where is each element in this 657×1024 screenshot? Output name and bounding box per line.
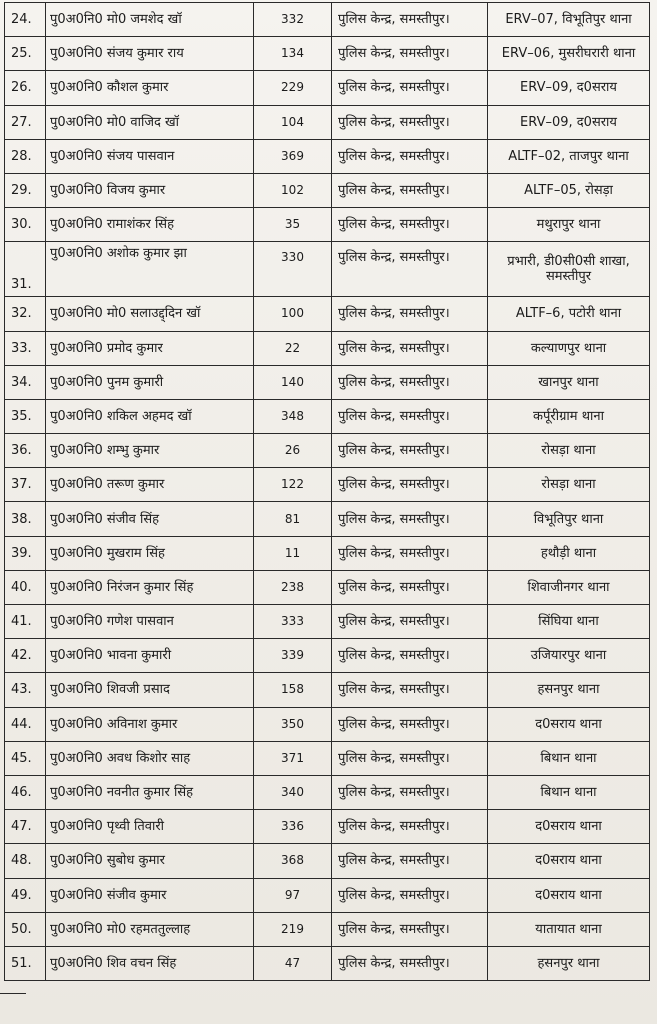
current-posting-cell: पुलिस केन्द्र, समस्तीपुर। — [332, 536, 488, 570]
table-row — [5, 946, 650, 980]
table-row — [5, 707, 650, 741]
current-posting-cell: पुलिस केन्द्र, समस्तीपुर। — [332, 71, 488, 105]
table-row — [5, 365, 650, 399]
new-posting-cell: प्रभारी, डी0सी0सी शाखा, समस्तीपुर — [488, 242, 650, 297]
current-posting-cell: पुलिस केन्द्र, समस्तीपुर। — [332, 639, 488, 673]
current-posting-cell: पुलिस केन्द्र, समस्तीपुर। — [332, 434, 488, 468]
badge-number-cell: 238 — [254, 570, 332, 604]
table-row — [5, 105, 650, 139]
badge-number-cell: 330 — [254, 242, 332, 297]
badge-number-cell: 102 — [254, 173, 332, 207]
officer-name-cell: पु0अ0नि0 मो0 वाजिद खॉ — [46, 105, 254, 139]
new-posting-cell: यातायात थाना — [488, 912, 650, 946]
new-posting-cell: द0सराय थाना — [488, 878, 650, 912]
new-posting-cell: ERV–09, द0सराय — [488, 105, 650, 139]
current-posting-cell: पुलिस केन्द्र, समस्तीपुर। — [332, 242, 488, 297]
badge-number-cell: 104 — [254, 105, 332, 139]
badge-number-cell: 35 — [254, 208, 332, 242]
table-row — [5, 297, 650, 331]
table-row — [5, 71, 650, 105]
officer-name-cell: पु0अ0नि0 पृथ्वी तिवारी — [46, 810, 254, 844]
table-row — [5, 208, 650, 242]
table-row — [5, 242, 650, 297]
new-posting-cell: द0सराय थाना — [488, 707, 650, 741]
current-posting-cell: पुलिस केन्द्र, समस्तीपुर। — [332, 3, 488, 37]
new-posting-cell: मथुरापुर थाना — [488, 208, 650, 242]
new-posting-cell: कर्पूरीग्राम थाना — [488, 399, 650, 433]
table-row — [5, 912, 650, 946]
officer-name-cell: पु0अ0नि0 निरंजन कुमार सिंह — [46, 570, 254, 604]
table-row — [5, 570, 650, 604]
officer-name-cell: पु0अ0नि0 संजय पासवान — [46, 139, 254, 173]
badge-number-cell: 47 — [254, 946, 332, 980]
new-posting-cell: ALTF–05, रोसड़ा — [488, 173, 650, 207]
serial-number-cell: 43. — [5, 673, 46, 707]
new-posting-cell: ALTF–02, ताजपुर थाना — [488, 139, 650, 173]
officer-name-cell: पु0अ0नि0 अशोक कुमार झा — [46, 242, 254, 297]
current-posting-cell: पुलिस केन्द्र, समस्तीपुर। — [332, 173, 488, 207]
officer-name-cell: पु0अ0नि0 अविनाश कुमार — [46, 707, 254, 741]
serial-number-cell: 51. — [5, 946, 46, 980]
new-posting-cell: ALTF–6, पटोरी थाना — [488, 297, 650, 331]
table-row — [5, 844, 650, 878]
serial-number-cell: 24. — [5, 3, 46, 37]
officer-name-cell: पु0अ0नि0 मो0 रहमततुल्लाह — [46, 912, 254, 946]
current-posting-cell: पुलिस केन्द्र, समस्तीपुर। — [332, 707, 488, 741]
current-posting-cell: पुलिस केन्द्र, समस्तीपुर। — [332, 297, 488, 331]
officer-name-cell: पु0अ0नि0 पुनम कुमारी — [46, 365, 254, 399]
officer-name-cell: पु0अ0नि0 विजय कुमार — [46, 173, 254, 207]
table-row — [5, 605, 650, 639]
serial-number-cell: 46. — [5, 775, 46, 809]
badge-number-cell: 122 — [254, 468, 332, 502]
serial-number-cell: 40. — [5, 570, 46, 604]
serial-number-cell: 33. — [5, 331, 46, 365]
table-row — [5, 468, 650, 502]
current-posting-cell: पुलिस केन्द्र, समस्तीपुर। — [332, 775, 488, 809]
current-posting-cell: पुलिस केन्द्र, समस्तीपुर। — [332, 844, 488, 878]
new-posting-cell: रोसड़ा थाना — [488, 468, 650, 502]
current-posting-cell: पुलिस केन्द्र, समस्तीपुर। — [332, 912, 488, 946]
badge-number-cell: 371 — [254, 741, 332, 775]
new-posting-cell: द0सराय थाना — [488, 844, 650, 878]
table-row — [5, 502, 650, 536]
new-posting-cell: हसनपुर थाना — [488, 946, 650, 980]
badge-number-cell: 22 — [254, 331, 332, 365]
table-row — [5, 331, 650, 365]
current-posting-cell: पुलिस केन्द्र, समस्तीपुर। — [332, 570, 488, 604]
serial-number-cell: 30. — [5, 208, 46, 242]
officer-name-cell: पु0अ0नि0 शकिल अहमद खॉ — [46, 399, 254, 433]
serial-number-cell: 45. — [5, 741, 46, 775]
current-posting-cell: पुलिस केन्द्र, समस्तीपुर। — [332, 502, 488, 536]
table-corner-line — [0, 993, 26, 1024]
table-row — [5, 139, 650, 173]
badge-number-cell: 333 — [254, 605, 332, 639]
new-posting-cell: सिंघिया थाना — [488, 605, 650, 639]
officer-name-cell: पु0अ0नि0 संजीव सिंह — [46, 502, 254, 536]
serial-number-cell: 49. — [5, 878, 46, 912]
officer-name-cell: पु0अ0नि0 अवध किशोर साह — [46, 741, 254, 775]
officer-name-cell: पु0अ0नि0 कौशल कुमार — [46, 71, 254, 105]
new-posting-cell: उजियारपुर थाना — [488, 639, 650, 673]
current-posting-cell: पुलिस केन्द्र, समस्तीपुर। — [332, 946, 488, 980]
new-posting-cell: बिथान थाना — [488, 775, 650, 809]
current-posting-cell: पुलिस केन्द्र, समस्तीपुर। — [332, 365, 488, 399]
badge-number-cell: 26 — [254, 434, 332, 468]
table-row — [5, 536, 650, 570]
badge-number-cell: 11 — [254, 536, 332, 570]
serial-number-cell: 39. — [5, 536, 46, 570]
officer-name-cell: पु0अ0नि0 शम्भु कुमार — [46, 434, 254, 468]
current-posting-cell: पुलिस केन्द्र, समस्तीपुर। — [332, 468, 488, 502]
transfer-list-table — [4, 2, 650, 981]
officer-name-cell: पु0अ0नि0 गणेश पासवान — [46, 605, 254, 639]
badge-number-cell: 81 — [254, 502, 332, 536]
new-posting-cell: विभूतिपुर थाना — [488, 502, 650, 536]
current-posting-cell: पुलिस केन्द्र, समस्तीपुर। — [332, 673, 488, 707]
table-body — [5, 3, 650, 981]
serial-number-cell: 48. — [5, 844, 46, 878]
officer-name-cell: पु0अ0नि0 संजीव कुमार — [46, 878, 254, 912]
badge-number-cell: 340 — [254, 775, 332, 809]
serial-number-cell: 35. — [5, 399, 46, 433]
badge-number-cell: 219 — [254, 912, 332, 946]
badge-number-cell: 140 — [254, 365, 332, 399]
serial-number-cell: 26. — [5, 71, 46, 105]
officer-name-cell: पु0अ0नि0 शिव वचन सिंह — [46, 946, 254, 980]
badge-number-cell: 368 — [254, 844, 332, 878]
badge-number-cell: 229 — [254, 71, 332, 105]
current-posting-cell: पुलिस केन्द्र, समस्तीपुर। — [332, 208, 488, 242]
table-row — [5, 878, 650, 912]
current-posting-cell: पुलिस केन्द्र, समस्तीपुर। — [332, 331, 488, 365]
serial-number-cell: 34. — [5, 365, 46, 399]
serial-number-cell: 50. — [5, 912, 46, 946]
officer-name-cell: पु0अ0नि0 तरूण कुमार — [46, 468, 254, 502]
current-posting-cell: पुलिस केन्द्र, समस्तीपुर। — [332, 37, 488, 71]
serial-number-cell: 32. — [5, 297, 46, 331]
badge-number-cell: 97 — [254, 878, 332, 912]
serial-number-cell: 37. — [5, 468, 46, 502]
officer-name-cell: पु0अ0नि0 मो0 सलाउद्द्दिन खॉ — [46, 297, 254, 331]
badge-number-cell: 348 — [254, 399, 332, 433]
serial-number-cell: 44. — [5, 707, 46, 741]
current-posting-cell: पुलिस केन्द्र, समस्तीपुर। — [332, 105, 488, 139]
badge-number-cell: 332 — [254, 3, 332, 37]
table-row — [5, 399, 650, 433]
table-row — [5, 810, 650, 844]
badge-number-cell: 369 — [254, 139, 332, 173]
new-posting-cell: ERV–06, मुसरीघरारी थाना — [488, 37, 650, 71]
serial-number-cell: 36. — [5, 434, 46, 468]
serial-number-cell: 28. — [5, 139, 46, 173]
current-posting-cell: पुलिस केन्द्र, समस्तीपुर। — [332, 399, 488, 433]
new-posting-cell: हसनपुर थाना — [488, 673, 650, 707]
badge-number-cell: 100 — [254, 297, 332, 331]
new-posting-cell: कल्याणपुर थाना — [488, 331, 650, 365]
table-row — [5, 639, 650, 673]
new-posting-cell: बिथान थाना — [488, 741, 650, 775]
officer-name-cell: पु0अ0नि0 सुबोध कुमार — [46, 844, 254, 878]
table-row — [5, 741, 650, 775]
officer-name-cell: पु0अ0नि0 मो0 जमशेद खॉ — [46, 3, 254, 37]
serial-number-cell: 38. — [5, 502, 46, 536]
current-posting-cell: पुलिस केन्द्र, समस्तीपुर। — [332, 605, 488, 639]
new-posting-cell: द0सराय थाना — [488, 810, 650, 844]
officer-name-cell: पु0अ0नि0 शिवजी प्रसाद — [46, 673, 254, 707]
badge-number-cell: 350 — [254, 707, 332, 741]
officer-name-cell: पु0अ0नि0 संजय कुमार राय — [46, 37, 254, 71]
table-row — [5, 434, 650, 468]
table-row — [5, 37, 650, 71]
table-row — [5, 673, 650, 707]
officer-name-cell: पु0अ0नि0 मुखराम सिंह — [46, 536, 254, 570]
officer-name-cell: पु0अ0नि0 भावना कुमारी — [46, 639, 254, 673]
officer-name-cell: पु0अ0नि0 रामाशंकर सिंह — [46, 208, 254, 242]
officer-name-cell: पु0अ0नि0 प्रमोद कुमार — [46, 331, 254, 365]
serial-number-cell: 41. — [5, 605, 46, 639]
new-posting-cell: खानपुर थाना — [488, 365, 650, 399]
new-posting-cell: ERV–07, विभूतिपुर थाना — [488, 3, 650, 37]
new-posting-cell: ERV–09, द0सराय — [488, 71, 650, 105]
current-posting-cell: पुलिस केन्द्र, समस्तीपुर। — [332, 810, 488, 844]
serial-number-cell: 42. — [5, 639, 46, 673]
serial-number-cell: 27. — [5, 105, 46, 139]
current-posting-cell: पुलिस केन्द्र, समस्तीपुर। — [332, 139, 488, 173]
badge-number-cell: 158 — [254, 673, 332, 707]
badge-number-cell: 134 — [254, 37, 332, 71]
serial-number-cell: 25. — [5, 37, 46, 71]
current-posting-cell: पुलिस केन्द्र, समस्तीपुर। — [332, 878, 488, 912]
new-posting-cell: रोसड़ा थाना — [488, 434, 650, 468]
serial-number-cell: 31. — [5, 242, 46, 297]
serial-number-cell: 29. — [5, 173, 46, 207]
badge-number-cell: 339 — [254, 639, 332, 673]
new-posting-cell: हथौड़ी थाना — [488, 536, 650, 570]
new-posting-cell: शिवाजीनगर थाना — [488, 570, 650, 604]
table-row — [5, 173, 650, 207]
table-row — [5, 3, 650, 37]
table-row — [5, 775, 650, 809]
officer-name-cell: पु0अ0नि0 नवनीत कुमार सिंह — [46, 775, 254, 809]
serial-number-cell: 47. — [5, 810, 46, 844]
current-posting-cell: पुलिस केन्द्र, समस्तीपुर। — [332, 741, 488, 775]
badge-number-cell: 336 — [254, 810, 332, 844]
